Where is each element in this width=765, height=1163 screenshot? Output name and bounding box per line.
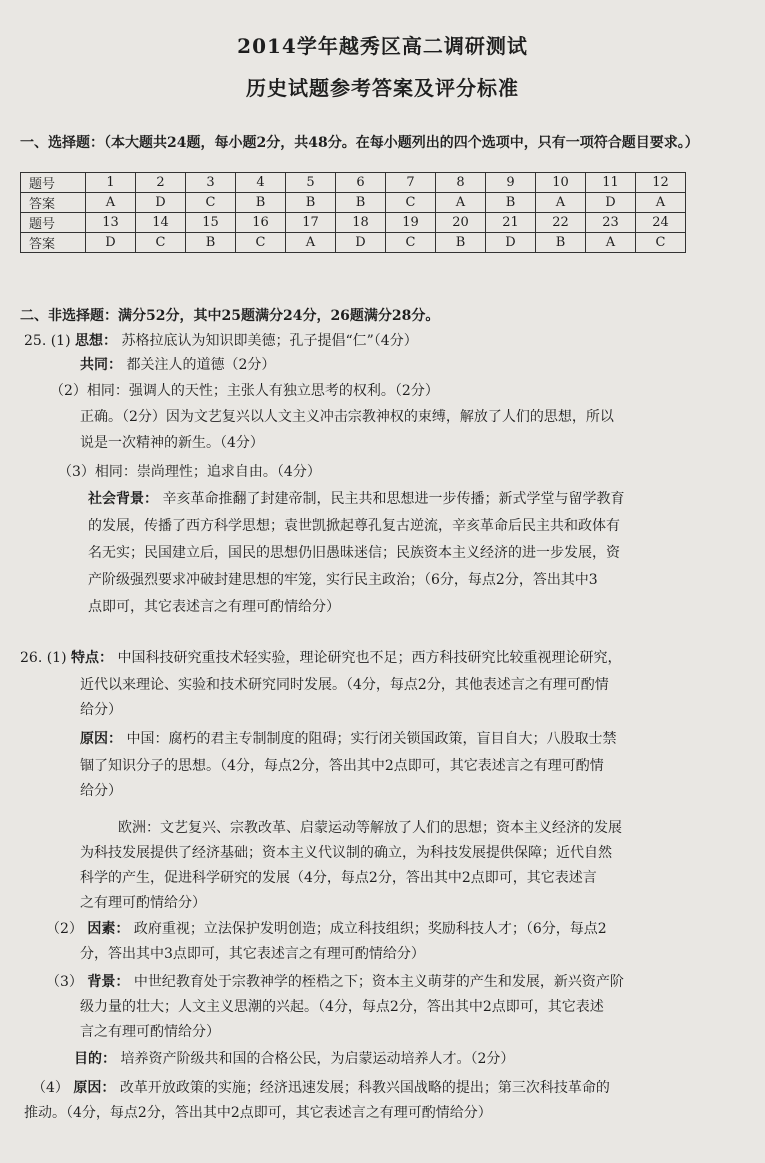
q25-line-6: （3）相同：崇尚理性；追求自由。（4分） — [58, 464, 321, 480]
sub-question-number: (1) — [46, 650, 67, 666]
table-cell: B — [486, 193, 536, 213]
q26-line-2: 近代以来理论、实验和技术研究同时发展。（4分，每点2分，其他表述言之有理可酌情 — [80, 677, 609, 693]
table-cell: 20 — [436, 213, 486, 233]
q26-line-12: 分，答出其中3点即可，其它表述言之有理可酌情给分） — [80, 946, 425, 962]
table-cell: 17 — [286, 213, 336, 233]
table-cell: 22 — [536, 213, 586, 233]
q25-line-4: 正确。（2分）因为文艺复兴以人文主义冲击宗教神权的束缚，解放了人们的思想，所以 — [80, 409, 614, 425]
q25-line-7 — [88, 489, 624, 509]
table-cell: 5 — [286, 173, 336, 193]
table-cell: 21 — [486, 213, 536, 233]
answer-text: 中国：腐朽的君主专制制度的阻碍；实行闭关锁国政策，盲目自大；八股取士禁 — [126, 731, 617, 747]
answer-label: 思想： — [75, 333, 118, 349]
table-cell: A — [586, 233, 636, 253]
answer-label: 特点： — [71, 650, 114, 666]
sub-question-number: （4） — [32, 1080, 69, 1096]
table-cell: A — [286, 233, 336, 253]
answer-table — [20, 172, 686, 253]
answer-label: 背景： — [87, 974, 130, 990]
table-cell: 16 — [236, 213, 286, 233]
table-cell: C — [386, 233, 436, 253]
q26-line-10: 之有理可酌情给分） — [80, 895, 206, 911]
table-cell: 14 — [136, 213, 186, 233]
table-cell: 15 — [186, 213, 236, 233]
q25-line-3: （2）相同：强调人的天性；主张人有独立思考的权利。（2分） — [50, 383, 439, 399]
table-cell: 18 — [336, 213, 386, 233]
q25-line-5: 说是一次精神的新生。（4分） — [80, 435, 264, 451]
table-cell: A — [636, 193, 686, 213]
table-cell: 2 — [136, 173, 186, 193]
table-cell: D — [586, 193, 636, 213]
q26-line-1 — [20, 648, 621, 668]
table-cell: 13 — [86, 213, 136, 233]
q25-line-9: 名无实；民国建立后，国民的思想仍旧愚昧迷信；民族资本主义经济的进一步发展，资 — [88, 545, 620, 561]
q26-line-16 — [74, 1049, 514, 1069]
answer-row-2 — [21, 233, 686, 253]
table-cell: A — [536, 193, 586, 213]
table-cell: 8 — [436, 173, 486, 193]
row-label-question: 题号 — [21, 173, 86, 193]
q25-line-10: 产阶级强烈要求冲破封建思想的牢笼，实行民主政治；（6分，每点2分，答出其中3 — [88, 572, 598, 588]
answer-label: 社会背景： — [88, 491, 158, 507]
answer-text: 中世纪教育处于宗教神学的桎梏之下；资本主义萌芽的产生和发展，新兴资产阶 — [133, 974, 624, 990]
table-cell: B — [236, 193, 286, 213]
answer-label: 目的： — [74, 1051, 116, 1067]
table-cell: C — [136, 233, 186, 253]
table-cell: 9 — [486, 173, 536, 193]
answer-text: 苏格拉底认为知识即美德；孔子提倡“仁”（4分） — [121, 333, 418, 349]
sub-question-number: （2） — [46, 921, 83, 937]
section2-heading: 二、非选择题：满分52分，其中25题满分24分，26题满分28分。 — [20, 308, 440, 324]
table-cell: A — [86, 193, 136, 213]
q26-line-8: 为科技发展提供了经济基础；资本主义代议制的确立，为科技发展提供保障；近代自然 — [80, 845, 612, 861]
answer-row-1 — [21, 193, 686, 213]
table-cell: C — [636, 233, 686, 253]
table-cell: 23 — [586, 213, 636, 233]
table-cell: 4 — [236, 173, 286, 193]
table-cell: 3 — [186, 173, 236, 193]
q25-line-2 — [80, 355, 275, 375]
table-cell: B — [336, 193, 386, 213]
table-cell: B — [436, 233, 486, 253]
sub-question-number: （3） — [46, 974, 83, 990]
q25-line-1 — [24, 331, 418, 351]
question-number: 26. — [20, 650, 43, 666]
q26-line-13 — [46, 972, 624, 992]
table-cell: C — [236, 233, 286, 253]
q26-line-3: 给分） — [80, 702, 122, 718]
table-cell: D — [486, 233, 536, 253]
sub-question-number: (1) — [50, 333, 71, 349]
answer-text: 政府重视；立法保护发明创造；成立科技组织；奖励科技人才；（6分，每点2 — [133, 921, 607, 937]
table-cell: 19 — [386, 213, 436, 233]
q26-line-15: 言之有理可酌情给分） — [80, 1024, 220, 1040]
question-number: 25. — [24, 333, 47, 349]
q26-line-18: 推动。（4分，每点2分，答出其中2点即可，其它表述言之有理可酌情给分） — [24, 1105, 492, 1121]
row-label-answer: 答案 — [21, 193, 86, 213]
q26-line-11 — [46, 919, 607, 939]
q26-line-14: 级力量的壮大；人文主义思潮的兴起。（4分，每点2分，答出其中2点即可，其它表述 — [80, 999, 604, 1015]
table-cell: B — [286, 193, 336, 213]
q26-line-5: 锢了知识分子的思想。（4分，每点2分，答出其中2点即可，其它表述言之有理可酌情 — [80, 758, 604, 774]
question-row-1 — [21, 173, 686, 193]
answer-label: 因素： — [87, 921, 130, 937]
table-cell: 1 — [86, 173, 136, 193]
answer-text: 培养资产阶级共和国的合格公民，为启蒙运动培养人才。（2分） — [120, 1051, 515, 1067]
table-cell: D — [136, 193, 186, 213]
row-label-answer: 答案 — [21, 233, 86, 253]
table-cell: C — [386, 193, 436, 213]
q25-line-8: 的发展，传播了西方科学思想；袁世凯掀起尊孔复古逆流，辛亥革命后民主共和政体有 — [88, 518, 620, 534]
page-subtitle: 历史试题参考答案及评分标准 — [246, 76, 519, 100]
q26-line-7: 欧洲：文艺复兴、宗教改革、启蒙运动等解放了人们的思想；资本主义经济的发展 — [118, 820, 622, 836]
table-cell: B — [536, 233, 586, 253]
q26-line-6: 给分） — [80, 783, 122, 799]
table-cell: D — [86, 233, 136, 253]
answer-text: 改革开放政策的实施；经济迅速发展；科教兴国战略的提出；第三次科技革命的 — [119, 1080, 610, 1096]
question-row-2 — [21, 213, 686, 233]
page-title: 2014学年越秀区高二调研测试 — [237, 34, 528, 58]
table-cell: 10 — [536, 173, 586, 193]
section1-heading: 一、选择题：（本大题共24题，每小题2分，共48分。在每小题列出的四个选项中，只有一项符合题目要求。） — [20, 135, 699, 151]
table-cell: 6 — [336, 173, 386, 193]
table-cell: C — [186, 193, 236, 213]
answer-text: 都关注人的道德（2分） — [126, 357, 276, 373]
row-label-question: 题号 — [21, 213, 86, 233]
table-cell: 7 — [386, 173, 436, 193]
table-cell: 12 — [636, 173, 686, 193]
table-cell: 24 — [636, 213, 686, 233]
table-cell: 11 — [586, 173, 636, 193]
q26-line-17 — [32, 1078, 610, 1098]
table-cell: D — [336, 233, 386, 253]
answer-label: 原因： — [73, 1080, 116, 1096]
answer-label: 原因： — [80, 731, 122, 747]
q26-line-4 — [80, 729, 616, 749]
q25-line-11: 点即可，其它表述言之有理可酌情给分） — [88, 599, 340, 615]
answer-text: 中国科技研究重技术轻实验，理论研究也不足；西方科技研究比较重视理论研究， — [117, 650, 622, 666]
table-cell: B — [186, 233, 236, 253]
q26-line-9: 科学的产生，促进科学研究的发展（4分，每点2分，答出其中2点即可，其它表述言 — [80, 870, 597, 886]
answer-label: 共同： — [80, 357, 122, 373]
table-cell: A — [436, 193, 486, 213]
answer-text: 辛亥革命推翻了封建帝制，民主共和思想进一步传播；新式学堂与留学教育 — [162, 491, 625, 507]
